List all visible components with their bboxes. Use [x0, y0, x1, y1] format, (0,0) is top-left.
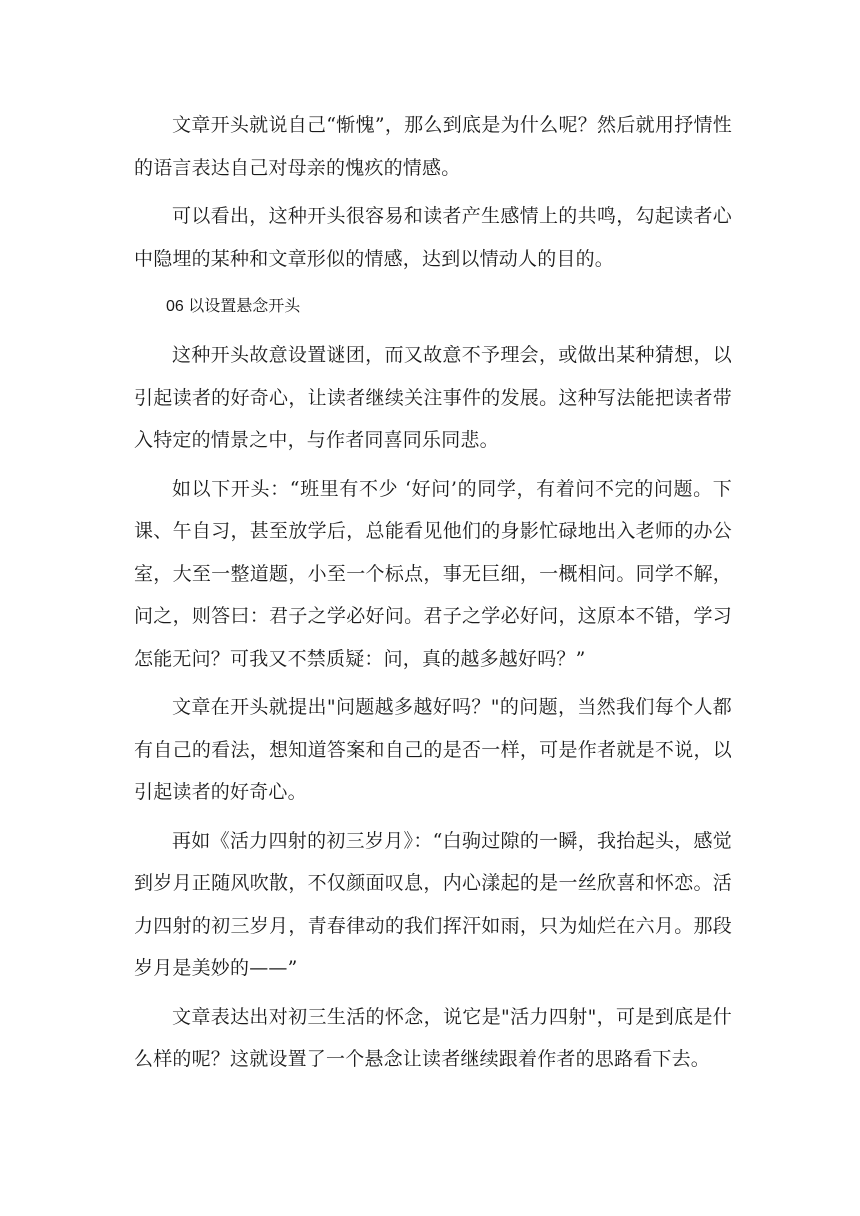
section-heading: 06 以设置悬念开头: [166, 298, 301, 315]
paragraph-4-quote: 如以下开头：“班里有不少 ‘好问’的同学，有着问不完的问题。下课、午自习，甚至放学后，总能看见他们的身影忙碌地出入老师的办公室，大至一整道题，小至一个标点，事无巨细，一概相问。同学不解，问之，则答曰：君子之学必好问。君子之学必好问，这原本不错，学习怎能无问？可我又不禁质疑：问，真的越多越好吗？”: [134, 477, 732, 670]
paragraph-2: 可以看出，这种开头很容易和读者产生感情上的共鸣，勾起读者心中隐埋的某种和文章形似的情感，达到以情动人的目的。: [134, 205, 732, 270]
paragraph-1: 文章开头就说自己“惭愧”，那么到底是为什么呢？然后就用抒情性的语言表达自己对母亲的愧疚的情感。: [134, 114, 732, 179]
document-page: [134, 104, 732, 1081]
paragraph-7: 文章表达出对初三生活的怀念，说它是"活力四射"，可是到底是什么样的呢？这就设置了一个悬念让读者继续跟着作者的思路看下去。: [134, 1005, 732, 1070]
paragraph-5: 文章在开头就提出"问题越多越好吗？"的问题，当然我们每个人都有自己的看法，想知道答案和自己的是否一样，可是作者就是不说，以引起读者的好奇心。: [134, 696, 732, 803]
paragraph-6-quote: 再如《活力四射的初三岁月》：“白驹过隙的一瞬，我抬起头，感觉到岁月正随风吹散，不仅颜面叹息，内心漾起的是一丝欣喜和怀恋。活力四射的初三岁月，青春律动的我们挥汗如雨，只为灿烂在六月。那段岁月是美妙的——”: [134, 829, 732, 979]
paragraph-3: 这种开头故意设置谜团，而又故意不予理会，或做出某种猜想，以引起读者的好奇心，让读者继续关注事件的发展。这种写法能把读者带入特定的情景之中，与作者同喜同乐同悲。: [134, 344, 732, 451]
